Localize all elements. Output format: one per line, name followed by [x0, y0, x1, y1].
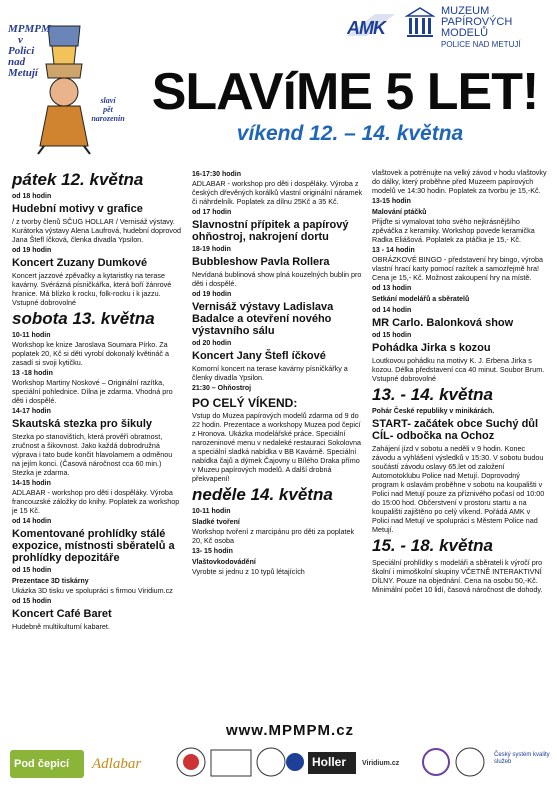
program-day: 15. - 18. května — [372, 536, 493, 555]
sponsor-name: Pod čepicí — [14, 758, 70, 770]
amk-logo — [345, 10, 397, 40]
logo-line: nad — [8, 56, 26, 68]
logo-line: MPMPM — [8, 23, 51, 35]
column-middle — [192, 168, 364, 577]
program-ev: Skautská stezka pro šikuly — [12, 418, 153, 430]
program-time: 10-11 hodin — [12, 332, 51, 339]
museum-name — [441, 6, 550, 50]
logo-line: v — [18, 34, 23, 46]
program-day: pátek 12. května — [12, 170, 144, 189]
program-time: Setkání modelářů a sběratelů — [372, 296, 470, 303]
program-time: od 15 hodin — [12, 598, 52, 605]
program-time: od 19 hodin — [192, 291, 232, 298]
program-desc: / z tvorby členů SČUG HOLLAR / Vernisáž výstavy. Kurátorka výstavy Alena Laufrová, hudební doprovod Jana Štefl íčková, členka divadla Ypsilon. — [12, 217, 182, 244]
program-desc: Koncert jazzové zpěvačky a kytaristky na terase kavárny. Svérázná písničkářka, která boří žánrové hranice. Má blízko k rocku, folk-rocku i k jazzu. Vstupné dobrovolné — [12, 271, 172, 307]
program-time: od 14 hodin — [372, 307, 412, 314]
column-left — [12, 168, 182, 632]
program-ev: Koncert Café Baret — [12, 608, 112, 620]
sponsor-logo — [494, 742, 550, 782]
program-time: od 15 hodin — [12, 567, 52, 574]
sponsor-name: Adlabar — [92, 756, 142, 772]
logo-left-text — [8, 24, 54, 79]
program-time: Malování ptáčků — [372, 209, 427, 216]
mpmpm-logo — [8, 6, 125, 156]
program-time: od 13 hodin — [372, 285, 412, 292]
program-desc: Workshop Martiny Noskové – Originální razítka, speciální pohlednice. Dílna je zdarma. Vhodná pro děti i dospělé. — [12, 378, 173, 405]
program-ev: Vernisáž výstavy Ladislava Badalce a otevření nového výstavního sálu — [192, 301, 334, 337]
website-link[interactable]: www.MPMPM.cz — [225, 722, 355, 739]
sponsor-logo — [308, 742, 358, 782]
program-desc: Stezka po stanovištích, která prověří obratnost, zručnost a šikovnost. Jako každá dobrodružná výprava i tato bude končit hlavolamem a odměnou na jejím konci. (Časová náročnost cca 60 min.) Stezka je zdarma. — [12, 432, 173, 477]
tagline-line: pět — [103, 105, 113, 114]
program-all: PO CELÝ VÍKEND: — [192, 396, 298, 410]
program-time: od 20 hodin — [192, 340, 232, 347]
museum-icon — [405, 6, 435, 42]
amk-text: AMK — [347, 18, 385, 38]
program-time: Prezentace 3D tiskárny — [12, 578, 89, 585]
program-time: 18-19 hodin — [192, 246, 231, 253]
program-time: 13 - 14 hodin — [372, 247, 415, 254]
program-desc: Nevídaná bublinová show plná kouzelných bublin pro děti i dospělé. — [192, 270, 362, 288]
tagline-line: narozenin — [91, 114, 125, 123]
program-ev: Koncert Zuzany Dumkové — [12, 257, 148, 269]
program-ev: Bubbleshow Pavla Rollera — [192, 256, 330, 268]
logo-line: Polici — [8, 45, 35, 57]
sponsor-name: Český systém kvality služeb — [494, 752, 550, 765]
program-desc: Vstup do Muzea papírových modelů zdarma od 9 do 22 hodin. Prezentace a workshopy Muzea pod čepicí z Hronova. Ukázka modelářské práce. Speciální narozeninové menu v nedaleké restauraci Sokolovna a speciální sladká nabídka v BB Kavárně. Speciální nabídka čajů a dýmek Čajovny u Bílého Draka přímo v Muzeu papírových modelů. A další drobná překvapení! — [192, 411, 362, 483]
program-time: od 19 hodin — [12, 247, 52, 254]
program-time: od 17 hodin — [192, 209, 232, 216]
program-day: neděle 14. května — [192, 485, 333, 504]
program-time: Vlaštovkodovádění — [192, 559, 256, 566]
program-ev: Slavnostní přípitek a papírový ohňostroj, nakrojení dortu — [192, 219, 349, 243]
program-desc: Speciální prohlídky s modeláři a sběrateli k výročí pro školní i mimoškolní skupiny VČETNĚ INTERAKTIVNÍ DÍLNY. Pouze na objednání. Cena na osobu 50,-Kč. Minimální počet 10 lidí, časová náročnost dle dohody. — [372, 558, 543, 594]
program-time: 21:30 – Ohňostroj — [192, 385, 252, 392]
sponsor-logo — [10, 742, 85, 782]
page-subtitle: víkend 12. – 14. května — [236, 122, 464, 145]
program-desc: vlaštovek a potrénujte na velký závod v hodu vlaštovky do dálky, který proběhne před Muzeem papírových modelů ve 14:30 hodin. Poplatek za tvorbu je 15,-Kč. — [372, 168, 547, 195]
program-desc: OBRÁZKOVÉ BINGO - představení hry bingo, výroba vlastní hrací karty pomocí razítek a samozřejmě hra! Cena je 15,- Kč. Možnost zakoupení hry na místě. — [372, 255, 543, 282]
program-ev: Komentované prohlídky stálé expozice, místnosti sběratelů a prohlídky depozitáře — [12, 528, 175, 564]
program-ev: START- začátek obce Suchý důl CÍL- odbočka na Ochoz — [372, 418, 539, 442]
program-time: od 14 hodin — [12, 518, 52, 525]
program-time: 13 -18 hodin — [12, 370, 53, 377]
program-desc: Vyrobte si jednu z 10 typů létajících — [192, 567, 305, 576]
program-desc: ADLABAR - workshop pro děti i dospěláky. Výroba z českých dřevěných korálků vlastní originální náramek či náhrdelník. Poplatek za dílnu 25Kč a 35 Kč. — [192, 179, 363, 206]
program-time: Sladké tvoření — [192, 519, 240, 526]
tagline-line: slaví — [100, 96, 116, 105]
program-desc: Hudebně multikulturní kabaret. — [12, 622, 110, 631]
program-day: 13. - 14. května — [372, 385, 493, 404]
museum-line: PAPÍROVÝCH MODELŮ — [441, 16, 513, 39]
program-time: od 18 hodin — [12, 193, 52, 200]
sponsor-name: Viridium.cz — [362, 760, 400, 767]
program-time: 13-15 hodin — [372, 198, 411, 205]
program-ev: MR Carlo. Balonková show — [372, 317, 514, 329]
program-desc: ADLABAR - workshop pro děti i dospěláky. Výroba francouzské záložky do knihy. Poplatek za workshop je 15 Kč. — [12, 488, 180, 515]
sponsor-name: Holler — [312, 755, 347, 769]
museum-line: POLICE NAD METUJÍ — [441, 40, 521, 49]
program-time: 10-11 hodin — [192, 508, 231, 515]
logo-line: Metují — [8, 67, 38, 79]
header-logos — [345, 4, 550, 48]
sponsor-logo — [422, 742, 492, 782]
program-desc: Workshop tvoření z marcipánu pro děti za poplatek 20, Kč osoba — [192, 527, 355, 545]
page-title: SLAVíME 5 LET! — [151, 63, 539, 121]
program-desc: Loutkovou pohádku na motivy K. J. Erbena Jirka s kozou. Délka představení cca 40 minut. Soubor Brum. Vstupné dobrovolné — [372, 356, 545, 383]
sponsor-logo — [175, 742, 305, 782]
program-day: sobota 13. května — [12, 309, 155, 328]
program-time: 14-17 hodin — [12, 408, 51, 415]
program-time: Pohár České republiky v minikárách. — [372, 408, 495, 415]
program-time: 14-15 hodin — [12, 480, 51, 487]
program-ev: Pohádka Jirka s kozou — [372, 342, 491, 354]
sponsor-logo — [90, 742, 170, 782]
column-right — [372, 168, 547, 595]
sponsor-logos — [10, 742, 550, 786]
program-ev: Hudební motivy v grafice — [12, 203, 143, 215]
program-desc: Přijďte si vymalovat toho svého nejkrásnějšího zpěváčka z keramiky. Workshop povede keramička Radka Eliášová. Poplatek za ptáčka je 15,- Kč. — [372, 217, 535, 244]
program-desc: Workshop ke knize Jaroslava Soumara Pírko. Za poplatek 20, Kč si děti vyrobí dokonalý květináč a zasadí si svoji kytičku. — [12, 340, 170, 367]
program-desc: Zahájení jízd v sobotu a neděli v 9 hodin. Konec závodu a vyhlášení výsledků v 15:30. V sobotu budou součástí závodu oslavy 65.let od založení Automotoklubu Police nad Metují. Doprovodný program k oslavám proběhne v sobotu na koupališti v Polici nad Metují pouze za příznivého počasí od 10:00 do 15:00 hod. Občerstvení v prostoru startu a na koupališti zajištěno po celý víkend. Pořádá AMK v Polici nad Metují ve spolupráci s Městem Police nad Metují. — [372, 444, 545, 534]
program-time: 13- 15 hodin — [192, 548, 233, 555]
museum-line: MUZEUM — [441, 5, 490, 17]
program-desc: Komorní koncert na terase kavárny písničkářky a členky divadla Ypsilon. — [192, 364, 348, 382]
program-time: 16-17:30 hodin — [192, 171, 242, 178]
program-time: od 15 hodin — [372, 332, 412, 339]
sponsor-logo — [362, 742, 417, 782]
program-desc: Ukázka 3D tisku ve spolupráci s firmou Viridium.cz — [12, 586, 173, 595]
program-ev: Koncert Jany Štefl íčkové — [192, 350, 326, 362]
logo-tagline — [88, 96, 128, 123]
